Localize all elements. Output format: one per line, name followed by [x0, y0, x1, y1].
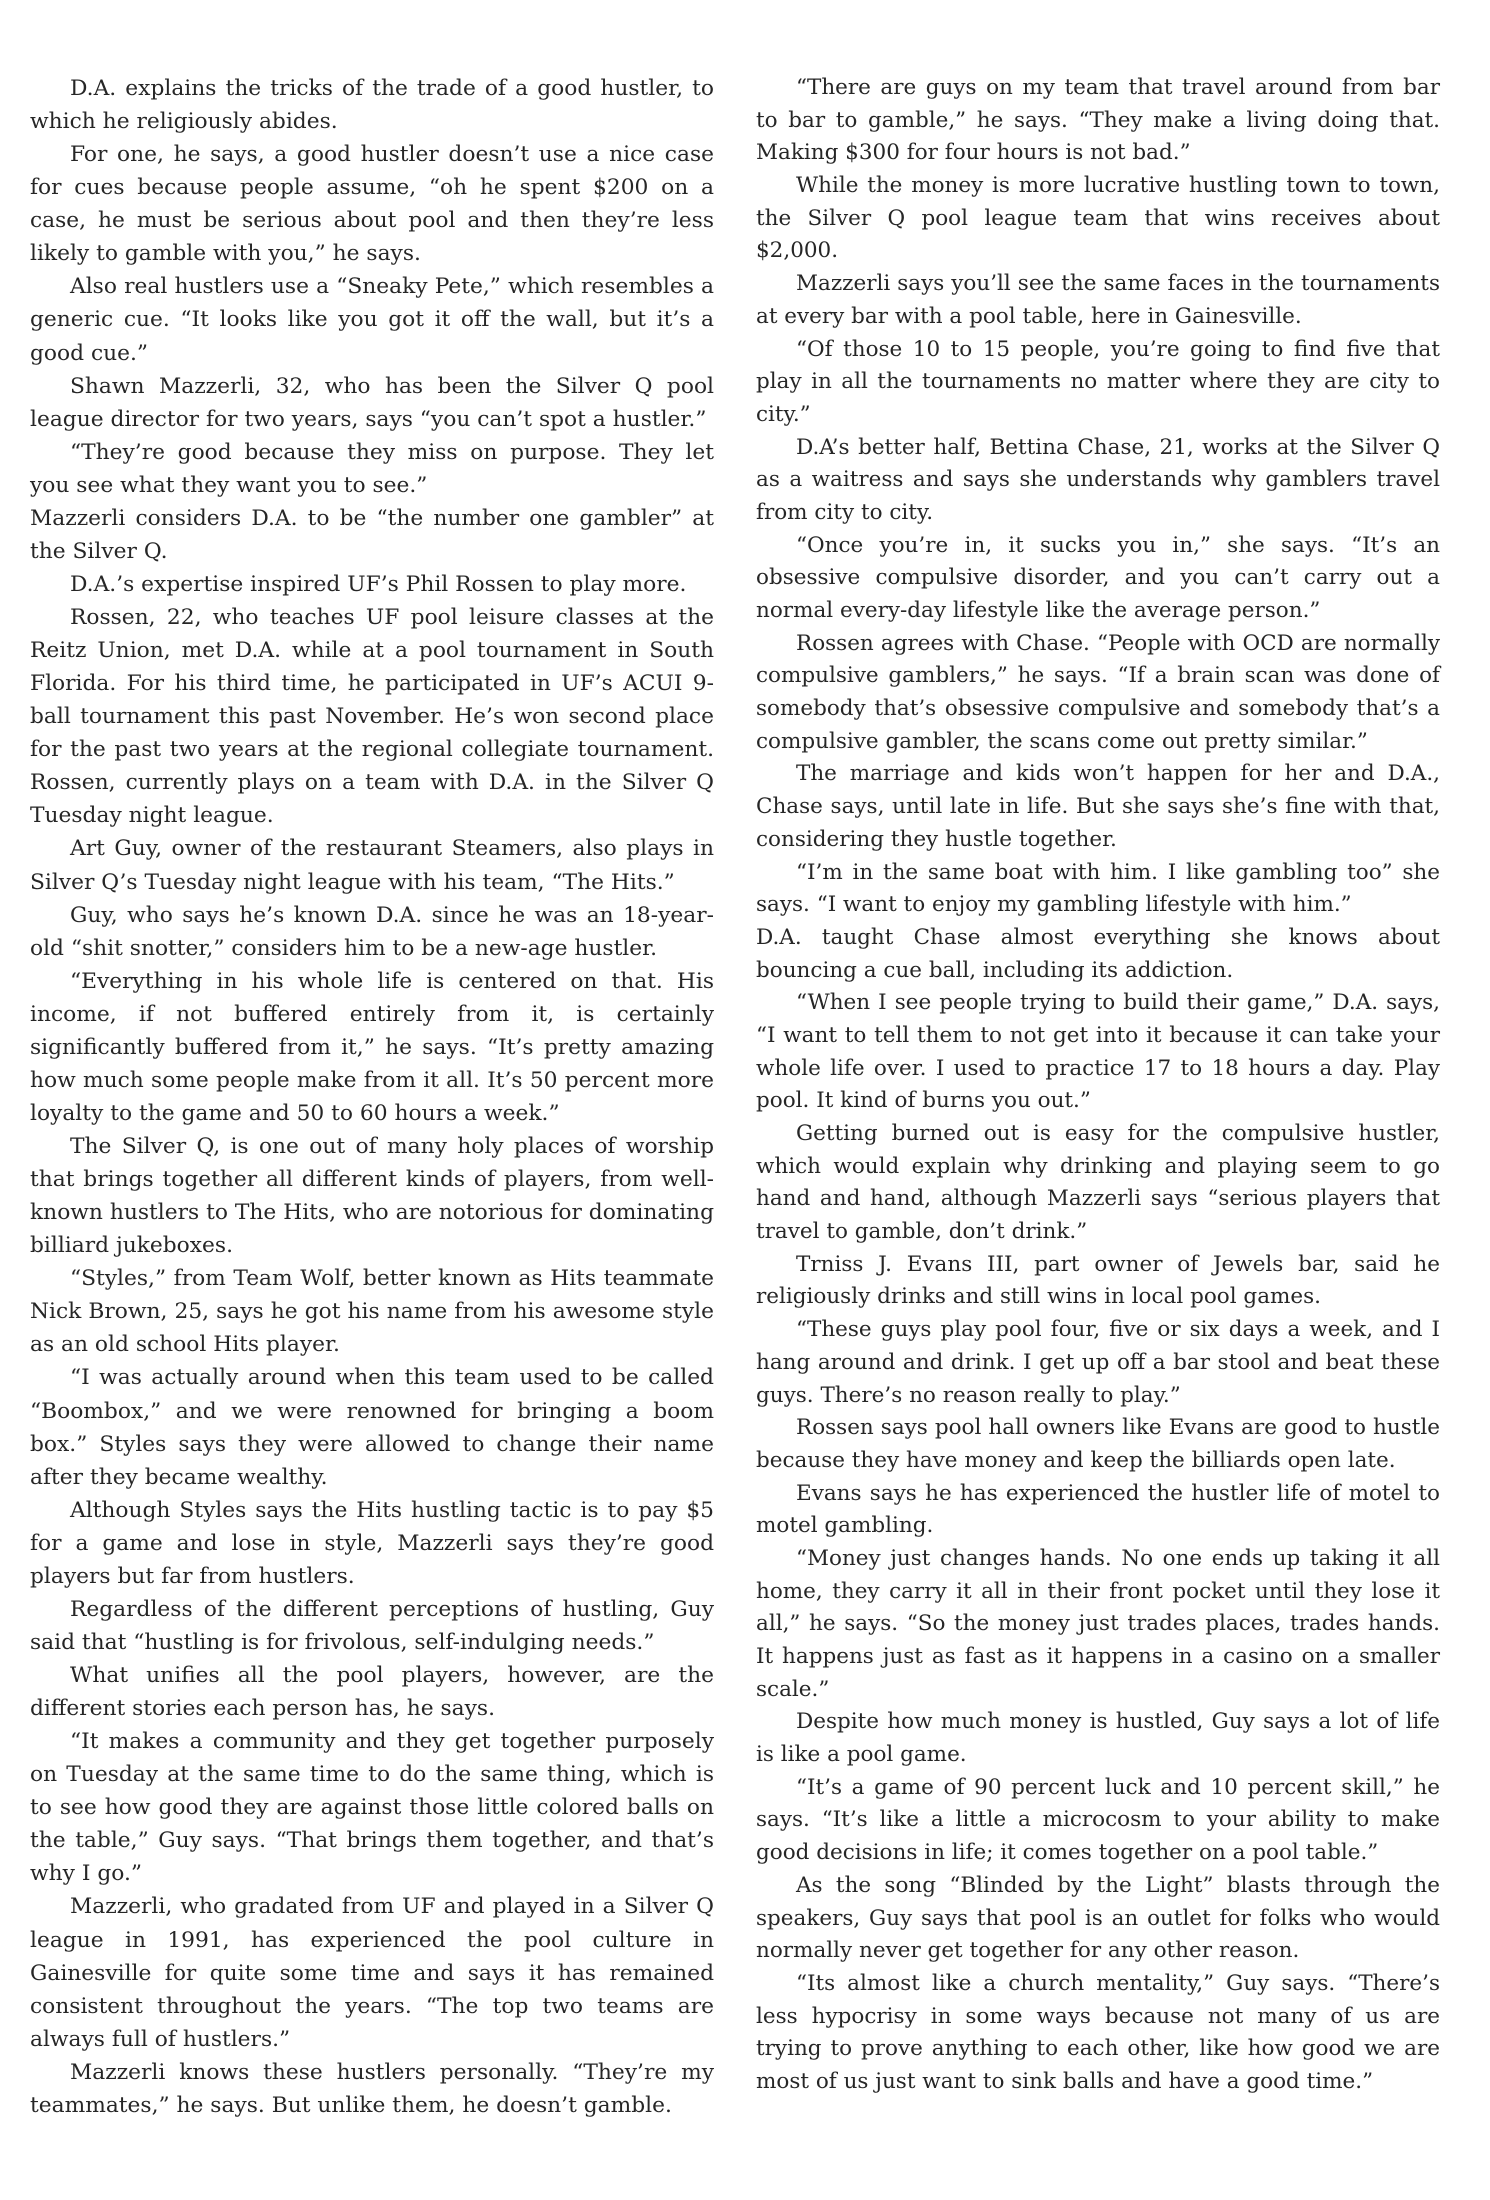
paragraph: D.A. explains the tricks of the trade of a good hustler, to which he religiously abides. [30, 76, 714, 135]
paragraph: “They’re good because they miss on purpose. They let you see what they want you to see.” [30, 439, 714, 498]
paragraph: Rossen agrees with Chase. “People with OCD are normally compulsive gamblers,” he says. “If a brain scan was done of somebody that’s obsessive compulsive and somebody that’s a compulsive gambler, the scans come out pretty similar.” [756, 630, 1440, 754]
paragraph: “I was actually around when this team used to be called “Boombox,” and we were renowned for bringing a boom box.” Styles says they were allowed to change their name after they became wealthy. [30, 1365, 714, 1490]
paragraph: “There are guys on my team that travel around from bar to bar to gamble,” he says. “They make a living doing that. Making $300 for four hours is not bad.” [756, 75, 1440, 166]
paragraph: Mazzerli knows these hustlers personally. “They’re my teammates,” he says. But unlike them, he doesn’t gamble. [30, 2059, 714, 2118]
paragraph: Although Styles says the Hits hustling tactic is to pay $5 for a game and lose in style, Mazzerli says they’re good players but far from hustlers. [30, 1497, 714, 1589]
paragraph: As the song “Blinded by the Light” blasts through the speakers, Guy says that pool is an outlet for folks who would normally never get together for any other reason. [756, 1872, 1440, 1964]
paragraph: “I’m in the same boat with him. I like gambling too” she says. “I want to enjoy my gambling lifestyle with him.” [756, 859, 1440, 918]
paragraph: While the money is more lucrative hustling town to town, the Silver Q pool league team that wins receives about $2,000. [756, 173, 1440, 264]
paragraph: “Money just changes hands. No one ends up taking it all home, they carry it all in their front pocket until they lose it all,” he says. “So the money just trades places, trades hands. It happens just as fast as it happens in a casino on a smaller scale.” [756, 1545, 1440, 1702]
paragraph: “When I see people trying to build their game,” D.A. says, “I want to tell them to not get into it because it can take your whole life over. I used to practice 17 to 18 hours a day. Play pool. It kind of burns you out.” [756, 990, 1440, 1114]
paragraph: “Everything in his whole life is centered on that. His income, if not buffered entirely from it, is certainly significantly buffered from it,” he says. “It’s pretty amazing how much some people make from it all. It’s 50 percent more loyalty to the game and 50 to 60 hours a week.” [30, 968, 714, 1126]
paragraph: D.A.’s expertise inspired UF’s Phil Rossen to play more. [70, 571, 687, 597]
paragraph: Shawn Mazzerli, 32, who has been the Silver Q pool league director for two years, says “you can’t spot a hustler.” [30, 373, 714, 432]
paragraph: “It makes a community and they get together purposely on Tuesday at the same time to do the same thing, which is to see how good they are against those little colored balls on the table,” Guy says. “That brings them together, and that’s why I go.” [30, 1729, 714, 1887]
article-page [30, 72, 1440, 2162]
paragraph: Mazzerli, who gradated from UF and played in a Silver Q league in 1991, has experienced the pool culture in Gainesville for quite some time and says it has remained consistent throughout the years. “The top two teams are always full of hustlers.” [30, 1894, 714, 2052]
right-column [756, 72, 1440, 2162]
paragraph: D.A’s better half, Bettina Chase, 21, works at the Silver Q as a waitress and says she understands why gamblers travel from city to city. [756, 434, 1440, 525]
paragraph: Rossen, 22, who teaches UF pool leisure classes at the Reitz Union, met D.A. while at a pool tournament in South Florida. For his third time, he participated in UF’s ACUI 9-ball tournament this past November. He’s won second place for the past two years at the regional collegiate tournament. Rossen, currently plays on a team with D.A. in the Silver Q Tuesday night league. [30, 605, 714, 829]
paragraph: Trniss J. Evans III, part owner of Jewels bar, said he religiously drinks and still wins in local pool games. [756, 1251, 1440, 1310]
paragraph: Also real hustlers use a “Sneaky Pete,” which resembles a generic cue. “It looks like you got it off the wall, but it’s a good cue.” [30, 274, 714, 366]
paragraph: Mazzerli says you’ll see the same faces in the tournaments at every bar with a pool table, here in Gainesville. [756, 271, 1440, 329]
paragraph: Evans says he has experienced the hustler life of motel to motel gambling. [756, 1480, 1440, 1539]
paragraph: “Its almost like a church mentality,” Guy says. “There’s less hypocrisy in some ways because not many of us are trying to prove anything to each other, like how good we are most of us just want to sink balls and have a good time.” [756, 1970, 1440, 2094]
paragraph: Despite how much money is hustled, Guy says a lot of life is like a pool game. [756, 1709, 1440, 1768]
paragraph: The Silver Q, is one out of many holy places of worship that brings together all different kinds of players, from well-known hustlers to The Hits, who are notorious for dominating billiard jukeboxes. [30, 1134, 714, 1259]
left-column [30, 72, 714, 2162]
paragraph: For one, he says, a good hustler doesn’t use a nice case for cues because people assume, “oh he spent $200 on a case, he must be serious about pool and then they’re less likely to gamble with you,” he says. [30, 142, 714, 267]
paragraph: D.A. taught Chase almost everything she knows about bouncing a cue ball, including its addiction. [756, 924, 1440, 983]
paragraph: “Once you’re in, it sucks you in,” she says. “It’s an obsessive compulsive disorder, and you can’t carry out a normal every-day lifestyle like the average person.” [756, 532, 1440, 623]
paragraph: “Styles,” from Team Wolf, better known as Hits teammate Nick Brown, 25, says he got his name from his awesome style as an old school Hits player. [30, 1266, 714, 1358]
paragraph: Mazzerli considers D.A. to be “the number one gambler” at the Silver Q. [30, 505, 714, 564]
paragraph: The marriage and kids won’t happen for her and D.A., Chase says, until late in life. But she says she’s fine with that, considering they hustle together. [756, 761, 1440, 852]
paragraph: “These guys play pool four, five or six days a week, and I hang around and drink. I get up off a bar stool and beat these guys. There’s no reason really to play.” [756, 1317, 1440, 1408]
paragraph: “It’s a game of 90 percent luck and 10 percent skill,” he says. “It’s like a little a microcosm to your ability to make good decisions in life; it comes together on a pool table.” [756, 1774, 1440, 1866]
paragraph: “Of those 10 to 15 people, you’re going to find five that play in all the tournaments no matter where they are city to city.” [756, 336, 1440, 427]
paragraph: Regardless of the different perceptions of hustling, Guy said that “hustling is for frivolous, self-indulging needs.” [30, 1596, 714, 1655]
paragraph: Getting burned out is easy for the compulsive hustler, which would explain why drinking and playing seem to go hand and hand, although Mazzerli says “serious players that travel to gamble, don’t drink.” [756, 1121, 1440, 1245]
paragraph: What unifies all the pool players, however, are the different stories each person has, he says. [30, 1663, 714, 1722]
paragraph: Rossen says pool hall owners like Evans are good to hustle because they have money and keep the billiards open late. [756, 1415, 1440, 1473]
paragraph: Art Guy, owner of the restaurant Steamers, also plays in Silver Q’s Tuesday night league with his team, “The Hits.” [30, 836, 714, 895]
paragraph: Guy, who says he’s known D.A. since he was an 18-year-old “shit snotter,” considers him to be a new-age hustler. [30, 902, 714, 961]
